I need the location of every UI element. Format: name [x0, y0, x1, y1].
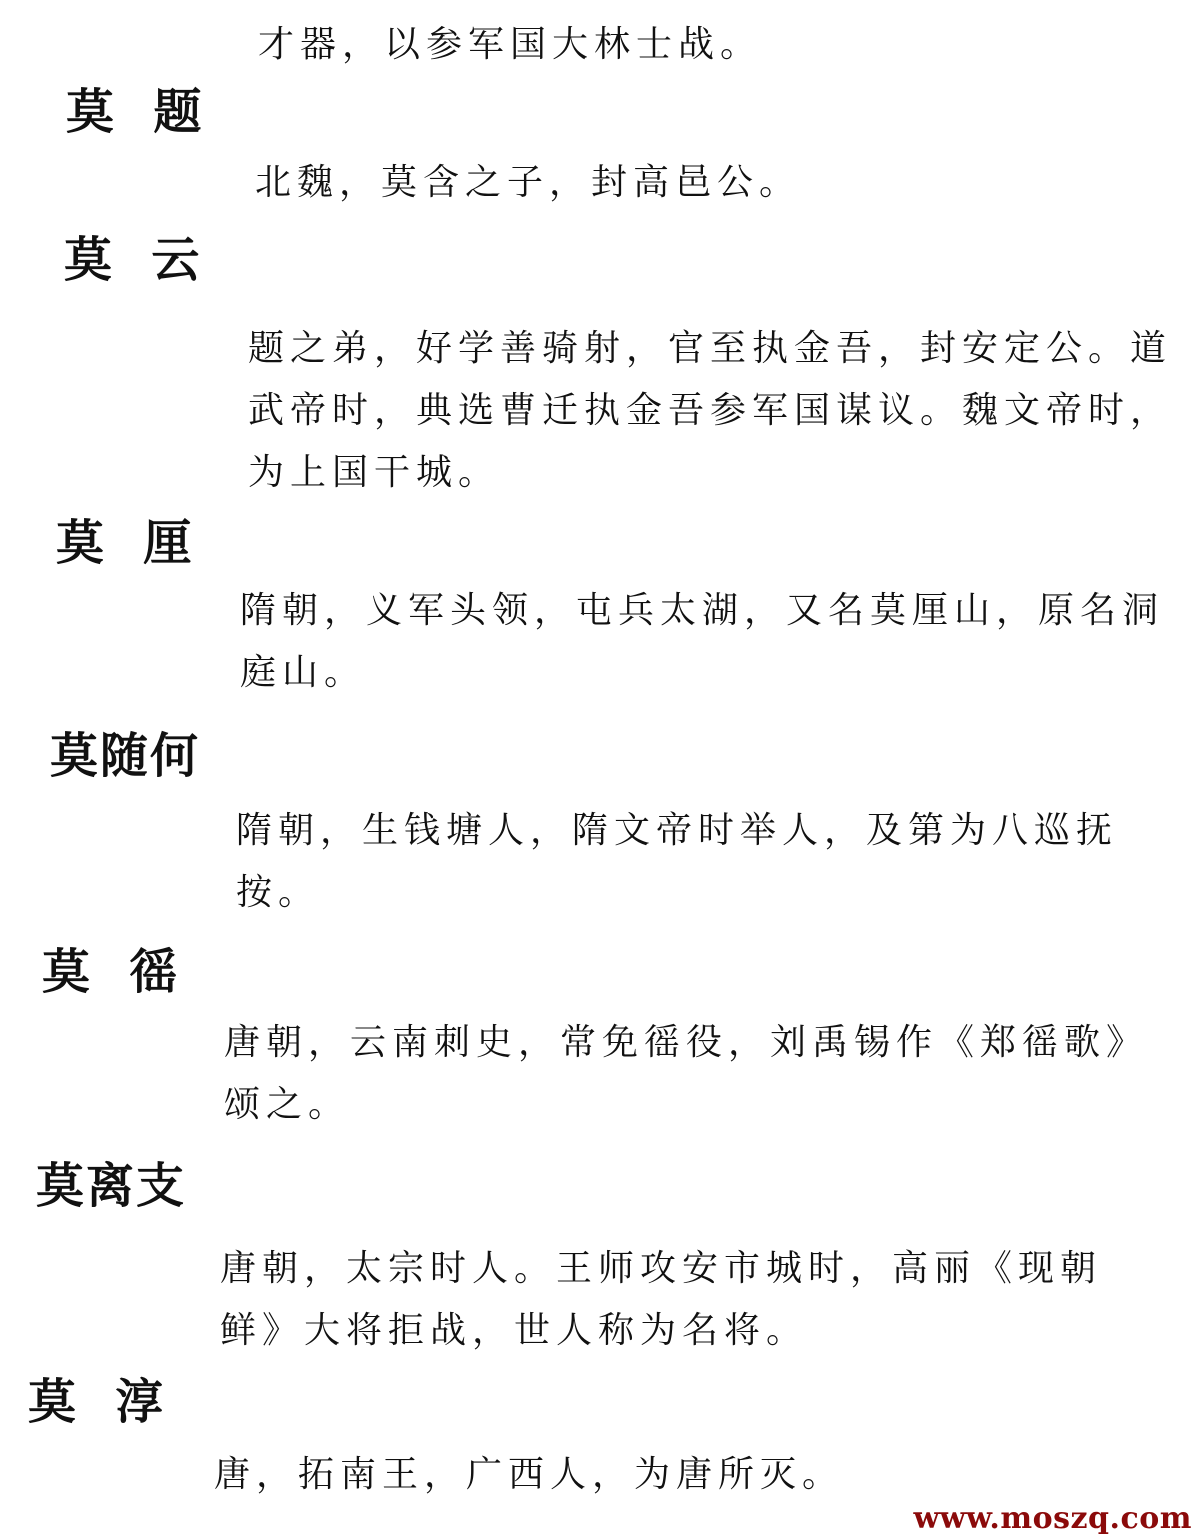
entry-name-mo-yao: 莫 徭: [42, 944, 180, 1000]
entry-name-mo-lizhi: 莫离支: [36, 1158, 187, 1214]
entry-desc-mo-ti: 北魏，莫含之子，封高邑公。: [255, 162, 802, 203]
entry-name-mo-yun: 莫 云: [64, 232, 202, 288]
entry-name-mo-li: 莫 厘: [56, 515, 194, 571]
site-watermark: www.moszq.com: [913, 1501, 1192, 1536]
entry-name-mo-chun: 莫 淳: [28, 1374, 166, 1430]
entry-desc-mo-yun: 题之弟，好学善骑射，官至执金吾，封安定公。道武帝时，典选曹迁执金吾参军国谋议。魏文帝时，为上国干城。: [248, 328, 1173, 493]
entry-desc-mo-suihe: 隋朝，生钱塘人，隋文帝时举人，及第为八巡抚按。: [236, 810, 1119, 913]
entry-desc-mo-li: 隋朝，义军头领，屯兵太湖，又名莫厘山，原名洞庭山。: [240, 590, 1165, 693]
entry-desc-mo-lizhi: 唐朝，太宗时人。王师攻安市城时，高丽《现朝鲜》大将拒战，世人称为名将。: [220, 1248, 1103, 1351]
entry-name-mo-suihe: 莫随何: [50, 728, 201, 784]
entry-desc-mo-chun: 唐，拓南王，广西人，为唐所灭。: [214, 1454, 845, 1495]
entry-name-mo-ti: 莫 题: [66, 84, 204, 140]
continuation-text: 才器，以参军国大林士战。: [258, 24, 763, 65]
entry-desc-mo-yao: 唐朝，云南刺史，常免徭役，刘禹锡作《郑徭歌》颂之。: [224, 1022, 1149, 1125]
